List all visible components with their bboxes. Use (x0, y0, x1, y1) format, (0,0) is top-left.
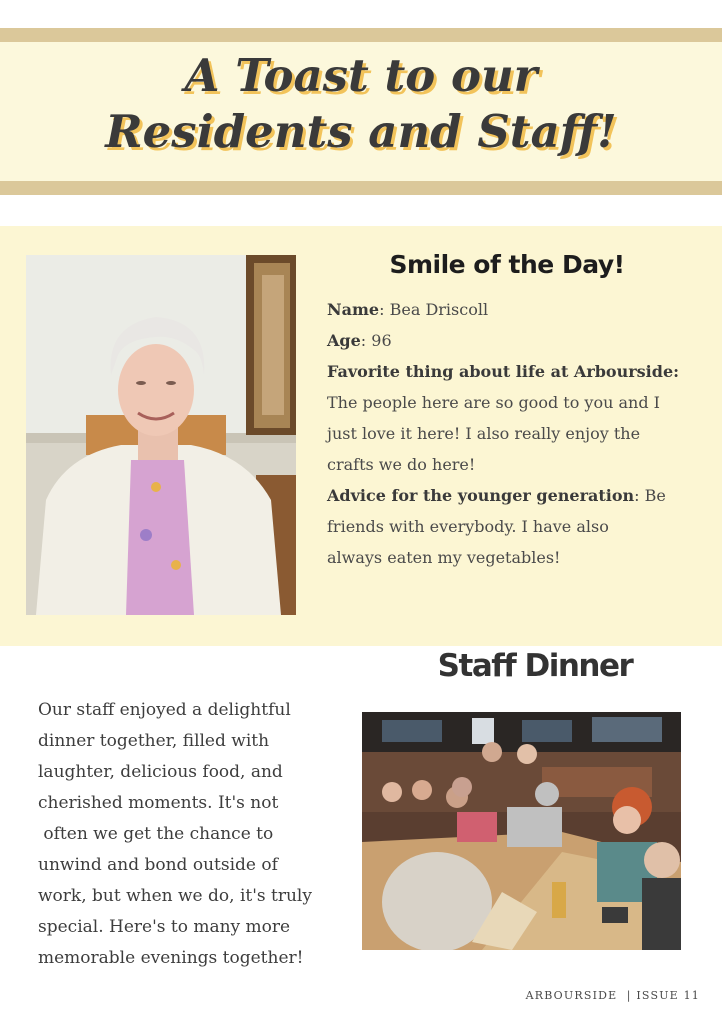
staff-text-line: unwind and bond outside of (38, 855, 278, 875)
staff-text-line: Our staff enjoyed a delightful (38, 700, 291, 720)
staff-dinner-photo (362, 712, 681, 950)
age-value: : 96 (360, 331, 392, 350)
title-line-1: A Toast to our (184, 49, 538, 102)
name-label: Name (327, 300, 380, 319)
title-band-bottom (0, 181, 722, 195)
staff-text-line: cherished moments. It's not (38, 793, 279, 813)
smile-of-the-day-heading: Smile of the Day! (389, 250, 625, 279)
favorite-line: The people here are so good to you and I (327, 393, 660, 412)
advice-label: Advice for the younger generation (327, 486, 635, 505)
staff-dinner-heading: Staff Dinner (437, 648, 633, 684)
staff-text-line: special. Here's to many more (38, 917, 291, 937)
advice-line: always eaten my vegetables! (327, 548, 561, 567)
favorite-line: crafts we do here! (327, 455, 476, 474)
name-value: : Bea Driscoll (379, 300, 489, 319)
staff-text-line: dinner together, filled with (38, 731, 270, 751)
advice-line: friends with everybody. I have also (327, 517, 609, 536)
resident-profile (327, 294, 702, 573)
title-line-2: Residents and Staff! (105, 105, 617, 158)
staff-text-line: memorable evenings together! (38, 948, 304, 968)
resident-photo (26, 255, 296, 615)
staff-dinner-text (38, 695, 338, 974)
advice-value: : Be (634, 486, 666, 505)
staff-text-line: work, but when we do, it's truly (38, 886, 312, 906)
page-title (0, 48, 722, 160)
staff-text-line: laughter, delicious food, and (38, 762, 283, 782)
age-label: Age (327, 331, 361, 350)
staff-text-line: often we get the chance to (38, 824, 274, 844)
favorite-label: Favorite thing about life at Arbourside: (327, 362, 680, 381)
title-band-top (0, 28, 722, 42)
favorite-line: just love it here! I also really enjoy the (327, 424, 641, 443)
footer-issue-label: ARBOURSIDE | ISSUE 11 (525, 989, 700, 1002)
